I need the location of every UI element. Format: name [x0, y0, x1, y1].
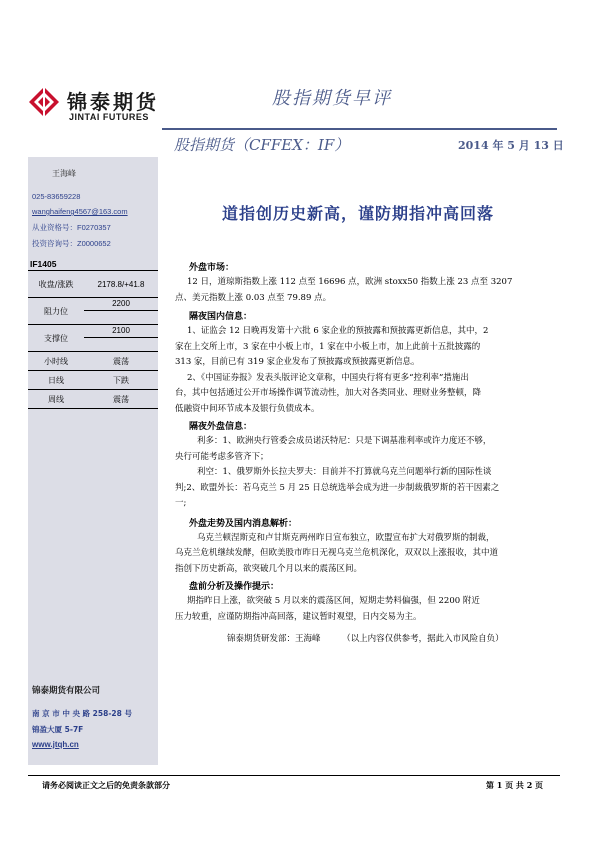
main-body [175, 260, 560, 648]
author-phone: 025-83659228 [32, 192, 81, 201]
weekly-value: 震荡 [84, 390, 158, 409]
footer-disclaimer: 请务必阅读正文之后的免责条款部分 [42, 780, 170, 790]
website-link[interactable]: www.jtqh.cn [32, 740, 79, 749]
paragraph-line: 压力较重，应谨防期指冲高回落，建议暂时观望，日内交易为主。 [175, 611, 422, 622]
address-line-2: 锦盈大厦 5-7F [32, 725, 84, 734]
paragraph-line: 台，其中包括通过公开市场操作调节流动性，加大对各类同业、理财业务整顿，降 [175, 388, 482, 398]
company-logo-icon [28, 86, 60, 118]
paragraph-line: 点、美元指数上涨 0.03 点至 79.89 点。 [175, 292, 332, 303]
paragraph-line: 1、证监会 12 日晚再发第十六批 6 家企业的预披露和预披露更新信息，其中，2 [187, 326, 489, 336]
section-title-overseas: 外盘市场： [189, 263, 235, 273]
indicator-table [28, 257, 158, 409]
paragraph-line: 判;2、欧盟外长：若乌克兰 5 月 25 日总统选举会成为进一步制裁俄罗斯的若干因素之 [175, 482, 500, 493]
section-title-overseas-info: 隔夜外盘信息： [189, 422, 253, 432]
paragraph-line: 央行可能考虑多管齐下； [175, 451, 269, 462]
close-label: 收盘/涨跌 [28, 271, 84, 298]
paragraph-line: 利空：1、俄罗斯外长拉夫罗夫：目前并不打算就乌克兰问题举行新的国际性谈 [197, 467, 492, 477]
section-domestic-body [175, 324, 560, 417]
report-title: 股指期货早评 [272, 88, 392, 109]
footer-divider [28, 775, 560, 776]
paragraph-line: 期指昨日上涨，欲突破 5 月以来的震荡区间，短期走势料偏强，但 2200 附近 [187, 596, 480, 606]
contract-code: IF1405 [30, 258, 57, 269]
close-value: 2178.8/+41.8 [84, 271, 158, 298]
section-title-strategy: 盘前分析及操作提示： [189, 582, 280, 592]
section-overseas-info-body [175, 434, 560, 512]
section-strategy-body [175, 594, 560, 625]
resistance-label: 阻力位 [28, 298, 84, 325]
paragraph-line: 利多：1、欧洲央行管委会成员诺沃特尼：只是下调基准利率或许力度还不够， [197, 436, 492, 446]
hourly-value: 震荡 [84, 352, 158, 371]
headline: 道指创历史新高，谨防期指冲高回落 [222, 204, 495, 223]
daily-value: 下跌 [84, 371, 158, 390]
consult-number: 投资咨询号：Z0000652 [32, 239, 111, 248]
paragraph-line: 低融资中间环节成本及银行负债成本。 [175, 403, 320, 414]
section-title-analysis: 外盘走势及国内消息解析： [189, 518, 298, 529]
company-name: 锦泰期货有限公司 [32, 686, 101, 696]
paragraph-line: 乌克兰顿涅斯克和卢甘斯克两州昨日宣布独立，欧盟宣布扩大对俄罗斯的制裁， [197, 532, 495, 543]
support-label: 支撑位 [28, 325, 84, 352]
page-number: 第 1 页 共 2 页 [486, 780, 544, 790]
paragraph-line: 2、《中国证券报》发表头版评论文章称，中国央行将有更多“控利率”措施出 [187, 372, 469, 383]
paragraph-line: 指创下历史新高，欲突破几个月以来的震荡区间。 [175, 563, 363, 574]
daily-label: 日线 [28, 371, 84, 390]
section-analysis-body [175, 531, 560, 578]
paragraph-line: 乌克兰危机继续发酵，但欧美股市昨日无视乌克兰危机深化，双双以上涨报收，其中道 [175, 548, 499, 558]
paragraph-line: 12 日，道琼斯指数上涨 112 点至 16696 点，欧洲 stoxx50 指数上涨 23 点至 3207 [187, 277, 513, 287]
author-name: 王海峰 [52, 169, 76, 178]
signature-line: 锦泰期货研发部：王海峰 （以上内容仅供参考，据此入市风险自负） [227, 634, 504, 644]
resistance-value: 2200 [84, 298, 158, 311]
section-overseas-body [175, 275, 560, 306]
paragraph-line: 313 家，目前已有 319 家企业发布了预披露或预披露更新信息。 [175, 357, 420, 367]
paragraph-line: 家在上交所上市，3 家在中小板上市，1 家在中小板上市，加上此前十五批披露的 [175, 341, 481, 352]
author-email-link[interactable]: wanghaifeng4567@163.com [32, 207, 128, 216]
license-number: 从业资格号：F0270357 [32, 223, 111, 232]
report-date: 2014 年 5 月 13 日 [458, 139, 564, 152]
address-line-1: 南 京 市 中 央 路 258-28 号 [32, 709, 132, 718]
logo-company-name: 锦泰期货 [67, 90, 159, 114]
section-title-domestic: 隔夜国内信息： [189, 312, 253, 322]
paragraph-line: 一; [175, 498, 187, 508]
header-divider [162, 128, 557, 130]
support-value: 2100 [84, 325, 158, 338]
weekly-label: 周线 [28, 390, 84, 409]
hourly-label: 小时线 [28, 352, 84, 371]
logo-english-name: JINTAI FUTURES [69, 112, 149, 122]
product-title: 股指期货（CFFEX：IF） [174, 136, 350, 154]
